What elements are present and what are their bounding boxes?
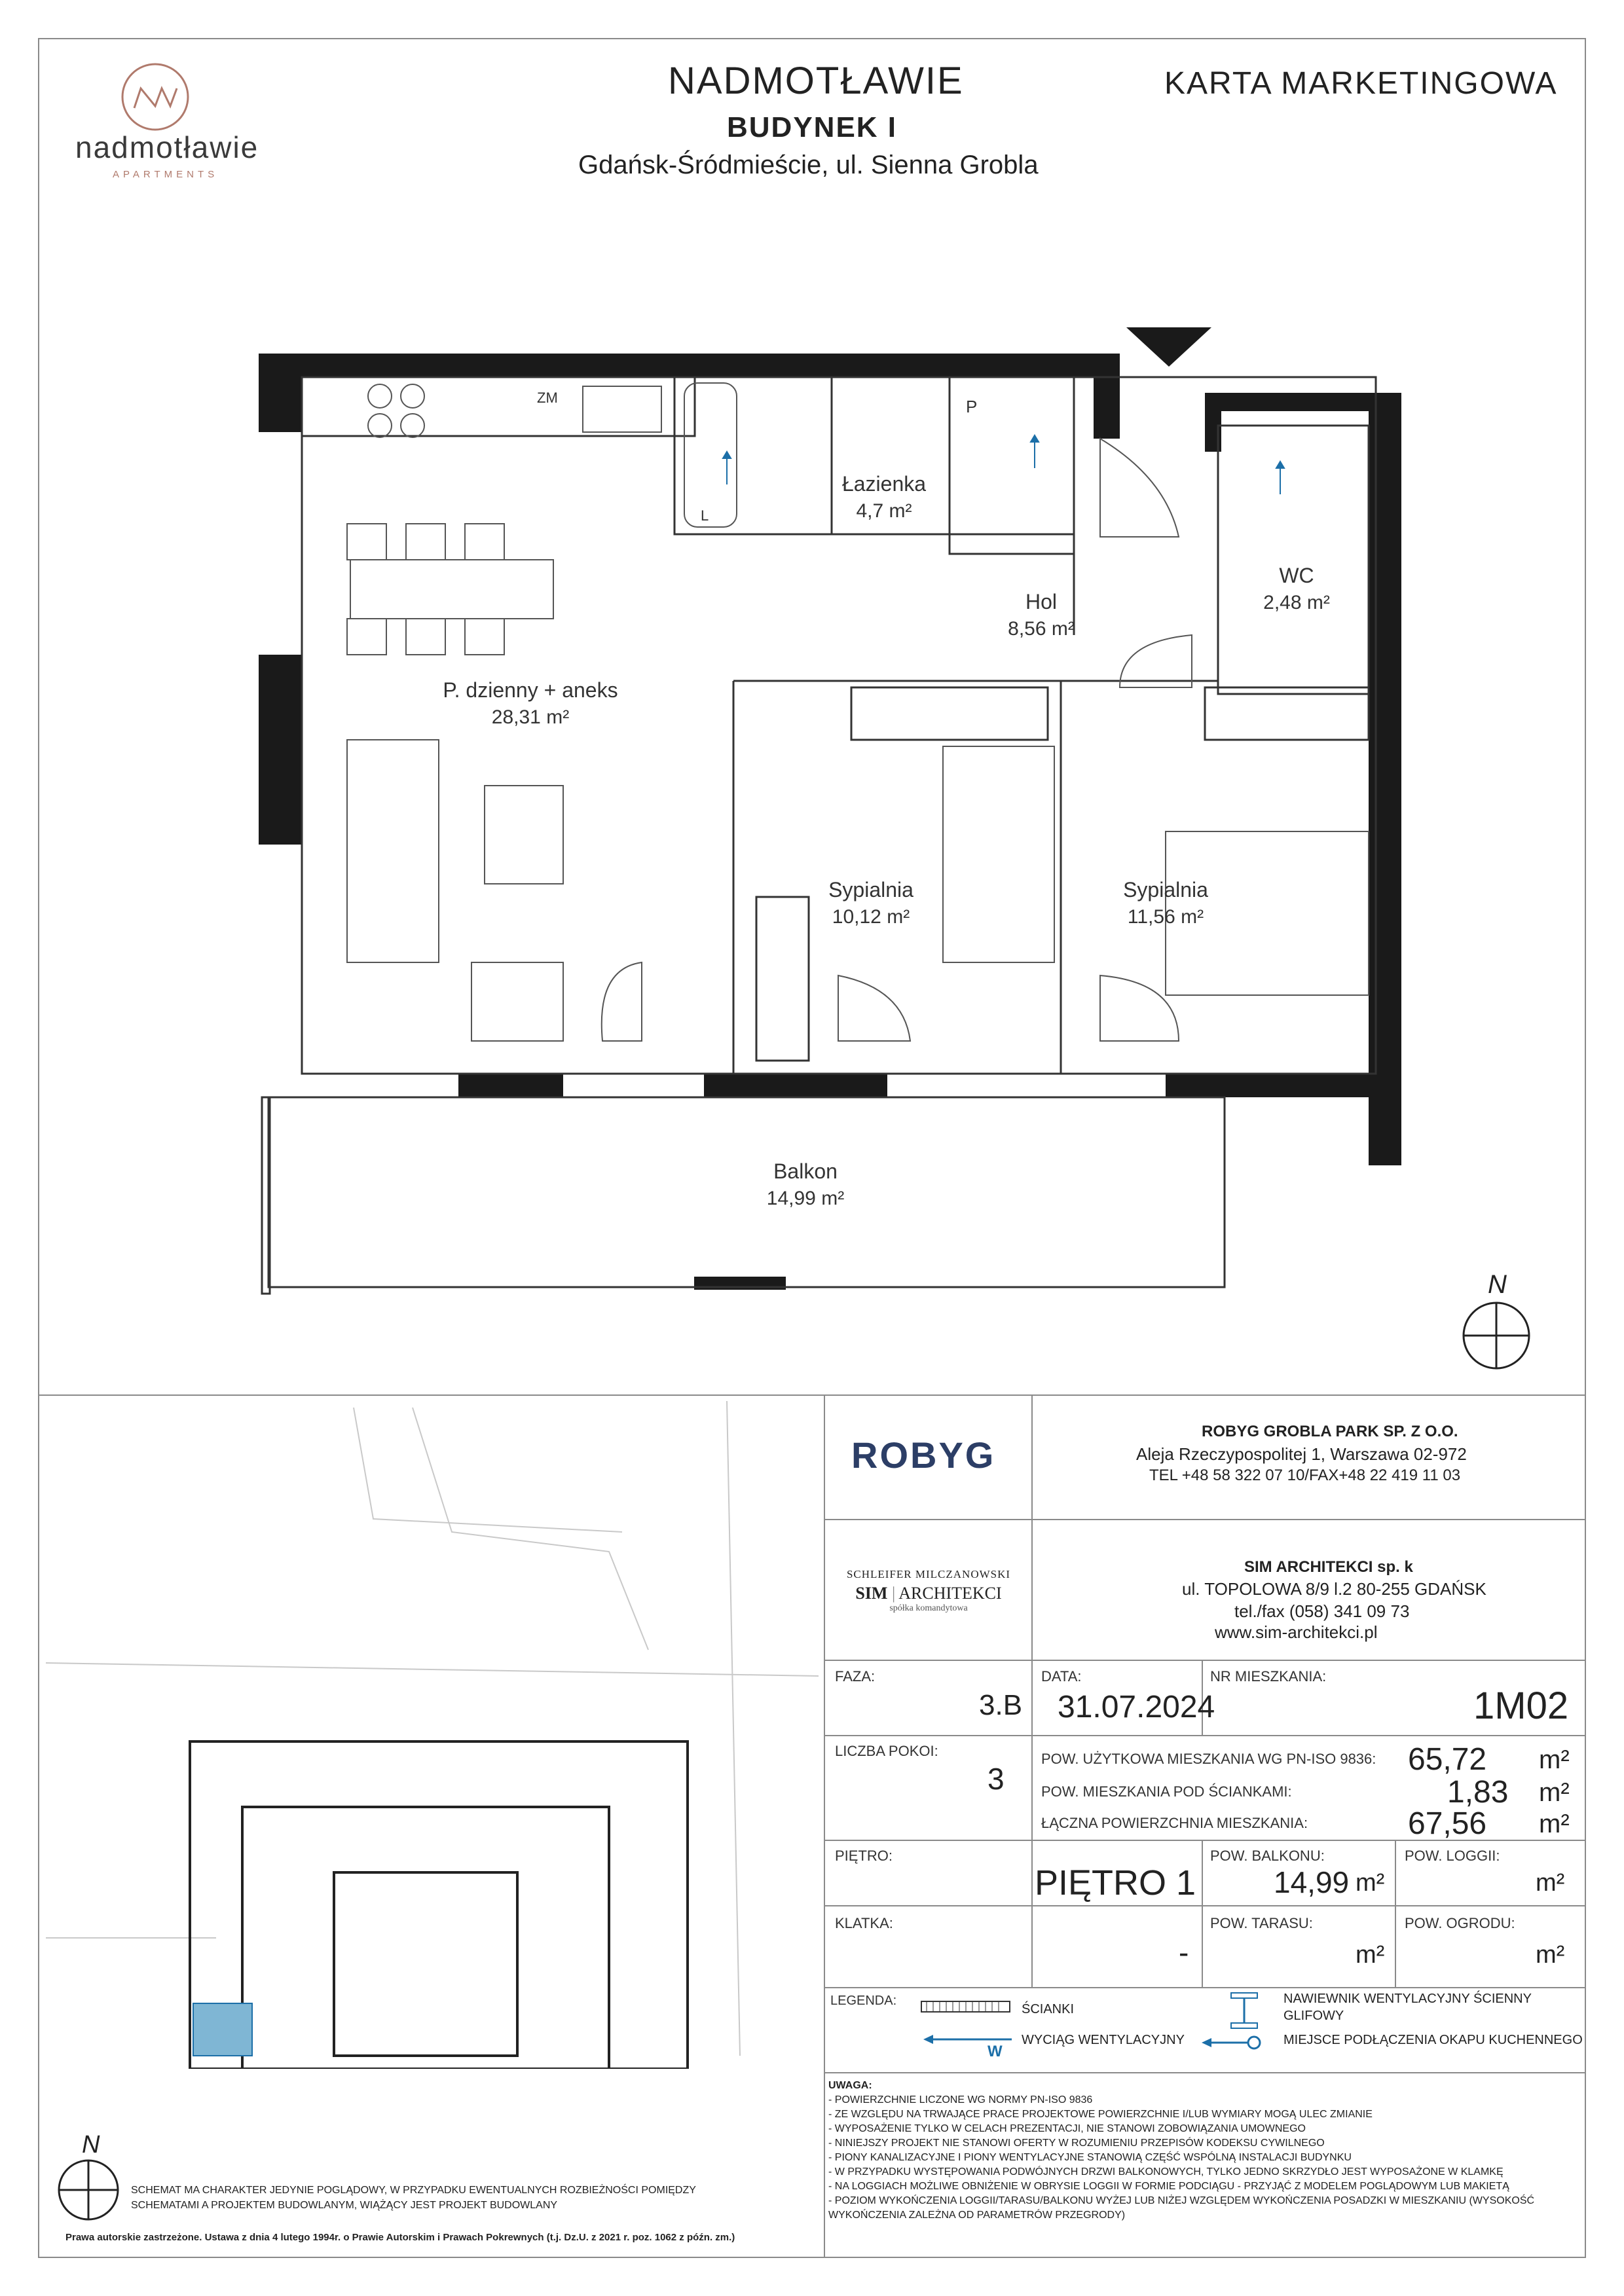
architect-phone: tel./fax (058) 341 09 73: [1234, 1601, 1410, 1621]
balkon-label: POW. BALKONU:: [1210, 1848, 1325, 1864]
balkon-value: 14,99: [1274, 1865, 1350, 1899]
faza-value: 3.B: [979, 1689, 1023, 1721]
architect-logo-bottom: spółka komandytowa: [889, 1603, 968, 1613]
disclaimer-line-2: SCHEMATAMI A PROJEKTEM BUDOWLANYM, WIĄŻĄCY JEST PROJEKT BUDOWLANY: [131, 2200, 558, 2211]
area-row-unit: m²: [1539, 1778, 1570, 1807]
architect-logo-top: SCHLEIFER MILCZANOWSKI: [846, 1568, 1011, 1580]
walls: [259, 354, 1401, 1290]
balkon-unit: m²: [1356, 1869, 1385, 1897]
area-row-unit: m²: [1539, 1810, 1570, 1838]
room-area-lazienka: 4,7 m²: [856, 500, 912, 522]
compass-icon-bottom: [56, 2157, 128, 2223]
room-area-sypialnia-2: 11,56 m²: [1127, 906, 1204, 928]
pokoje-label: LICZBA POKOI:: [835, 1743, 938, 1759]
apartment-highlight: [193, 2003, 252, 2056]
faza-label: FAZA:: [835, 1668, 876, 1685]
address: Gdańsk-Śródmieście, ul. Sienna Grobla: [578, 151, 1039, 179]
room-label-sypialnia-2: Sypialnia: [1123, 878, 1208, 902]
legend-item-walls: ŚCIANKI: [1022, 2002, 1075, 2016]
copyright: Prawa autorskie zastrzeżone. Ustawa z dnia 4 lutego 1994r. o Prawie Autorskim i Prawach Pokrewnych (t.j. Dz.U. z 2021 r. poz. 1062 z późn. zm.): [65, 2232, 735, 2243]
legend-item-exhaust: WYCIĄG WENTYLACYJNY: [1022, 2033, 1185, 2047]
developer-phone: TEL +48 58 322 07 10/FAX+48 22 419 11 03: [1149, 1467, 1461, 1484]
wall-vent-legend-icon: [1228, 1990, 1261, 2030]
ogrod-unit: m²: [1536, 1941, 1565, 1969]
note-line: - ZE WZGLĘDU NA TRWAJĄCE PRACE PROJEKTOWE POWIERZCHNIE I/LUB WYMIARY MOGĄ ULEC ZMIANIE: [828, 2109, 1373, 2120]
area-row-value: 67,56: [1408, 1806, 1487, 1841]
loggia-unit: m²: [1536, 1869, 1565, 1897]
loggia-label: POW. LOGGII:: [1405, 1848, 1500, 1864]
data-value: 31.07.2024: [1058, 1690, 1215, 1724]
klatka-value: -: [1179, 1935, 1189, 1969]
card-title: KARTA MARKETINGOWA: [1164, 66, 1558, 101]
interior-walls: [262, 377, 1376, 1294]
compass-bottom: [56, 2131, 128, 2229]
notes-block: [828, 2079, 1581, 2223]
compass-top: [1460, 1270, 1539, 1375]
area-row-label: POW. UŻYTKOWA MIESZKANIA WG PN-ISO 9836:: [1041, 1751, 1376, 1767]
note-line: - NA LOGGIACH MOŻLIWE OBNIŻENIE W OBRYSIE LOGGII W FORMIE PODCIĄGU - PRZYJĄĆ Z MODELEM POGLĄDOWYM LUB MAKIETĄ: [828, 2181, 1509, 2192]
brand-logo: [72, 59, 259, 190]
area-row-value: 65,72: [1408, 1742, 1487, 1777]
legend-title: LEGENDA:: [830, 1994, 897, 2008]
taras-label: POW. TARASU:: [1210, 1915, 1313, 1931]
ogrod-label: POW. OGRODU:: [1405, 1915, 1515, 1931]
floor-plan: [249, 321, 1401, 1329]
disclaimer-line-1: SCHEMAT MA CHARAKTER JEDYNIE POGLĄDOWY, W PRZYPADKU EWENTUALNYCH ROZBIEŻNOŚCI POMIĘDZY: [131, 2185, 696, 2196]
room-label-wc: WC: [1279, 564, 1314, 587]
architect-logo-arch: ARCHITEKCI: [898, 1584, 1002, 1603]
l-mark: L: [701, 507, 709, 524]
vent-w-icons: [723, 435, 1284, 494]
room-label-balkon: Balkon: [773, 1159, 838, 1183]
entrance-arrow-icon: [1126, 327, 1211, 367]
divider-main: [38, 1394, 1586, 1396]
pokoje-value: 3: [987, 1762, 1005, 1796]
area-row-2: [1041, 1774, 1578, 1810]
developer-address: Aleja Rzeczypospolitej 1, Warszawa 02-972: [1136, 1444, 1467, 1464]
area-row-value: 1,83: [1447, 1775, 1509, 1810]
page-title: NADMOTŁAWIE: [668, 60, 964, 102]
pietro-label: PIĘTRO:: [835, 1848, 893, 1864]
room-area-salon: 28,31 m²: [491, 706, 570, 728]
p-mark: P: [966, 397, 978, 416]
room-area-wc: 2,48 m²: [1263, 592, 1330, 613]
area-row-label: POW. MIESZKANIA POD ŚCIANKAMI:: [1041, 1783, 1292, 1800]
wall-legend-icon: [920, 2000, 1012, 2014]
legend-w-mark: W: [987, 2043, 1003, 2060]
area-row-1: [1041, 1741, 1578, 1777]
logo-name: nadmotławie: [75, 130, 259, 164]
data-label: DATA:: [1041, 1668, 1082, 1685]
room-label-sypialnia-1: Sypialnia: [828, 878, 913, 902]
note-line: - PIONY KANALIZACYJNE I PIONY WENTYLACYJNE STANOWIĄ CZĘŚĆ WSPÓLNĄ INSTALACJI BUDYNKU: [828, 2152, 1352, 2163]
divider-site: [824, 1394, 825, 2258]
note-line: - POZIOM WYKOŃCZENIA LOGGII/TARASU/BALKONU WYŻEJ LUB NIŻEJ WZGLĘDEM WYKOŃCZENIA POSADZKI W MIESZKANIU (WYSOKOŚĆ: [828, 2195, 1535, 2206]
pietro-value: PIĘTRO 1: [1035, 1863, 1196, 1903]
hood-legend-icon: [1198, 2033, 1264, 2052]
compass-icon: [1460, 1300, 1539, 1372]
architect-logo: SCHLEIFER MILCZANOWSKI SIM | ARCHITEKCI spółka komandytowa: [830, 1568, 1027, 1614]
site-plan: [46, 1401, 819, 2069]
note-line: - W PRZYPADKU WYSTĘPOWANIA PODWÓJNYCH DRZWI BALKONOWYCH, TYLKO JEDNO SKRZYDŁO JEST WYPOSAŻONE W KLAMKĘ: [828, 2166, 1504, 2178]
area-row-3: [1041, 1806, 1578, 1841]
note-line: - POWIERZCHNIE LICZONE WG NORMY PN-ISO 9836: [828, 2094, 1093, 2105]
vent-exhaust-legend-icon: [920, 2030, 1018, 2049]
area-row-label: ŁĄCZNA POWIERZCHNIA MIESZKANIA:: [1041, 1815, 1308, 1831]
north-label-bottom: N: [82, 2131, 100, 2159]
note-line: - NINIEJSZY PROJEKT NIE STANOWI OFERTY W ROZUMIENIU PRZEPISÓW KODEKSU CYWILNEGO: [828, 2138, 1325, 2149]
area-row-unit: m²: [1539, 1745, 1570, 1774]
building-name: BUDYNEK I: [727, 111, 898, 143]
room-area-balkon: 14,99 m²: [766, 1188, 845, 1209]
architect-address: ul. TOPOLOWA 8/9 l.2 80-255 GDAŃSK: [1182, 1579, 1486, 1599]
room-label-salon: P. dzienny + aneks: [443, 678, 618, 702]
klatka-label: KLATKA:: [835, 1915, 893, 1931]
developer-name: ROBYG GROBLA PARK SP. Z O.O.: [1202, 1423, 1458, 1440]
fridge-mark: ZM: [537, 390, 558, 406]
architect-web: www.sim-architekci.pl: [1215, 1622, 1378, 1642]
architect-logo-sim: SIM: [855, 1584, 888, 1603]
legend-item-wall-vent: NAWIEWNIK WENTYLACYJNY ŚCIENNY GLIFOWY: [1283, 1992, 1532, 2023]
room-area-hol: 8,56 m²: [1008, 618, 1075, 640]
note-line: - WYPOSAŻENIE TYLKO W CELACH PREZENTACJI, NIE STANOWI ZOBOWIĄZANIA UMOWNEGO: [828, 2123, 1306, 2134]
logo-subtitle: APARTMENTS: [113, 169, 219, 180]
room-area-sypialnia-1: 10,12 m²: [832, 906, 910, 928]
nr-label: NR MIESZKANIA:: [1210, 1668, 1327, 1685]
notes-title: UWAGA:: [828, 2080, 872, 2091]
architect-name: SIM ARCHITEKCI sp. k: [1244, 1558, 1413, 1576]
north-label: N: [1488, 1270, 1507, 1299]
legend-item-hood: MIEJSCE PODŁĄCZENIA OKAPU KUCHENNEGO: [1283, 2033, 1583, 2047]
room-label-hol: Hol: [1025, 590, 1058, 613]
note-line: WYKOŃCZENIA ZALEŻNA OD PARAMETRÓW PRZEGRODY): [828, 2210, 1126, 2221]
robyg-logo: ROBYG: [851, 1434, 996, 1476]
taras-unit: m²: [1356, 1941, 1385, 1969]
nr-value: 1M02: [1473, 1685, 1569, 1727]
room-label-lazienka: Łazienka: [841, 472, 927, 496]
